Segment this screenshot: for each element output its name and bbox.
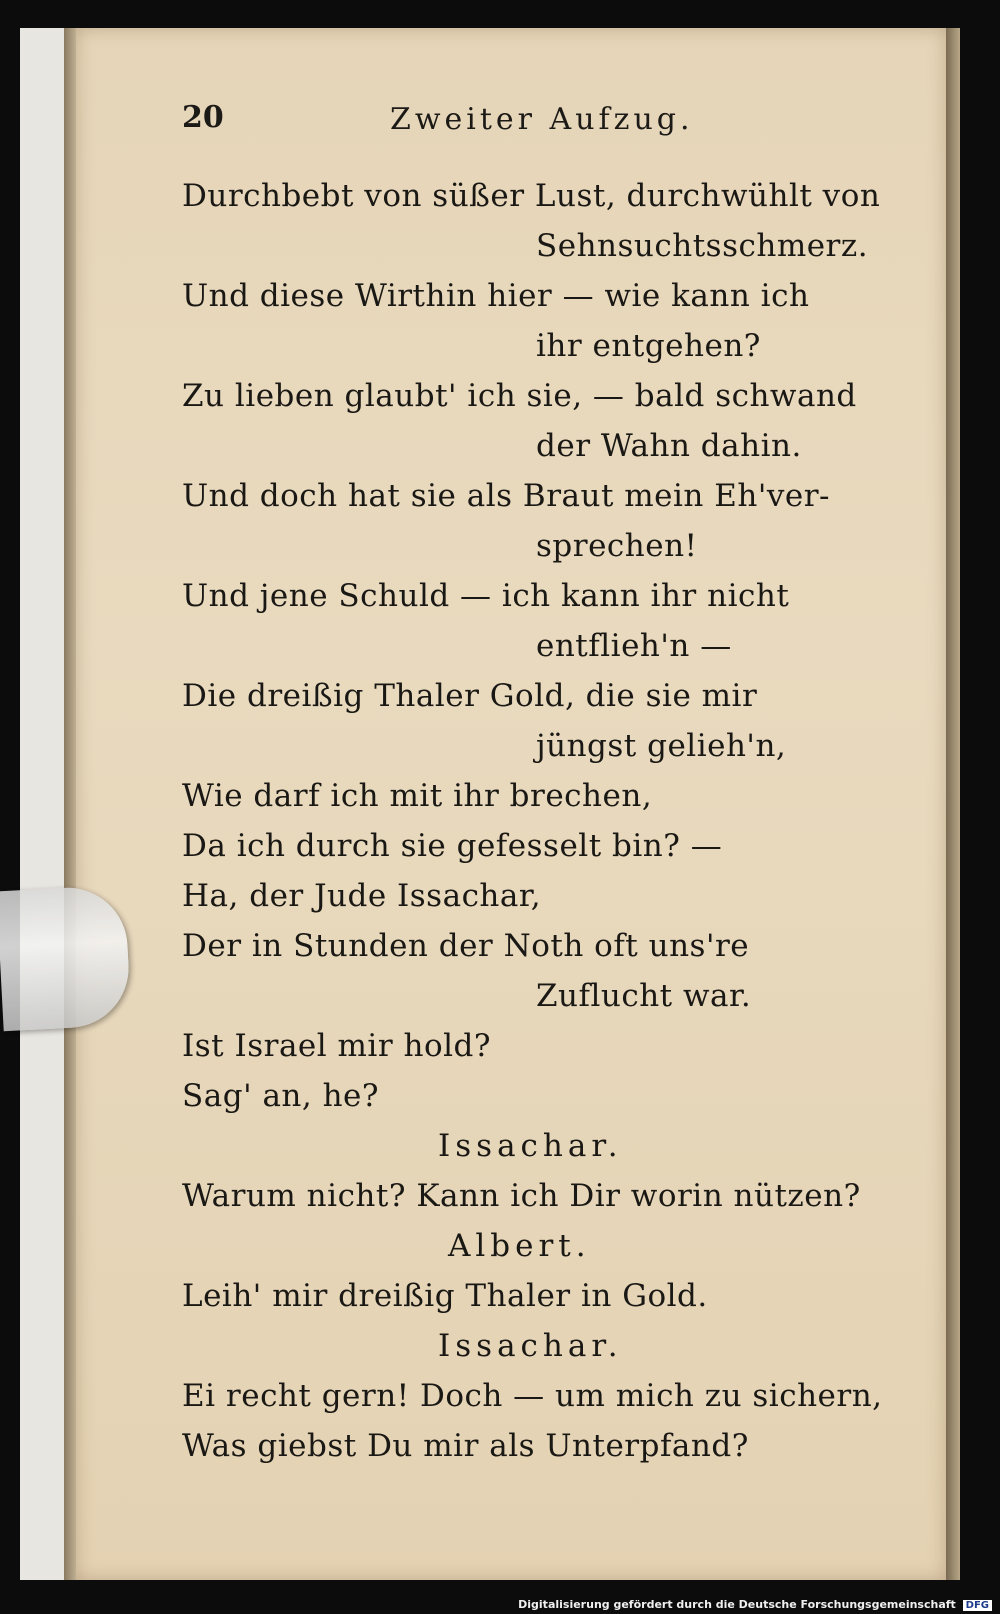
speaker-name: Issachar. — [438, 1328, 623, 1364]
dialogue-line: Was giebst Du mir als Unterpfand? — [182, 1428, 749, 1464]
text-line: Wie darf ich mit ihr brechen, — [182, 778, 653, 814]
dialogue-line: Ei recht gern! Doch — um mich zu sichern, — [182, 1378, 883, 1414]
running-title: Zweiter Aufzug. — [390, 102, 694, 137]
text-line: der Wahn dahin. — [536, 428, 802, 464]
text-line: Sehnsuchtsschmerz. — [536, 228, 869, 264]
text-line: ihr entgehen? — [536, 328, 761, 364]
text-line: Und diese Wirthin hier — wie kann ich — [182, 278, 810, 314]
credit-text: Digitalisierung gefördert durch die Deutsche Forschungsgemeinschaft — [518, 1598, 956, 1611]
digitization-credit — [518, 1598, 992, 1611]
book-left-edge — [20, 28, 65, 1580]
text-line: entflieh'n — — [536, 628, 732, 664]
text-line: Der in Stunden der Noth oft uns're — [182, 928, 750, 964]
speaker-name: Albert. — [448, 1228, 591, 1264]
text-line: Durchbebt von süßer Lust, durchwühlt von — [182, 178, 881, 214]
page-number: 20 — [182, 100, 224, 135]
text-line: Sag' an, he? — [182, 1078, 380, 1114]
dialogue-line: Warum nicht? Kann ich Dir worin nützen? — [182, 1178, 861, 1214]
text-line: Und doch hat sie als Braut mein Eh'ver- — [182, 478, 831, 514]
book-right-edge — [946, 28, 960, 1580]
text-line: Ha, der Jude Issachar, — [182, 878, 542, 914]
text-line: jüngst gelieh'n, — [536, 728, 787, 764]
text-line: Da ich durch sie gefesselt bin? — — [182, 828, 723, 864]
dfg-logo: DFG — [963, 1600, 992, 1611]
text-line: Zu lieben glaubt' ich sie, — bald schwand — [182, 378, 857, 414]
text-line: Ist Israel mir hold? — [182, 1028, 492, 1064]
text-line: Und jene Schuld — ich kann ihr nicht — [182, 578, 790, 614]
speaker-name: Issachar. — [438, 1128, 623, 1164]
text-line: Die dreißig Thaler Gold, die sie mir — [182, 678, 758, 714]
text-line: sprechen! — [536, 528, 698, 564]
page-holder-clip — [0, 885, 132, 1032]
text-line: Zuflucht war. — [536, 978, 752, 1014]
dialogue-line: Leih' mir dreißig Thaler in Gold. — [182, 1278, 708, 1314]
